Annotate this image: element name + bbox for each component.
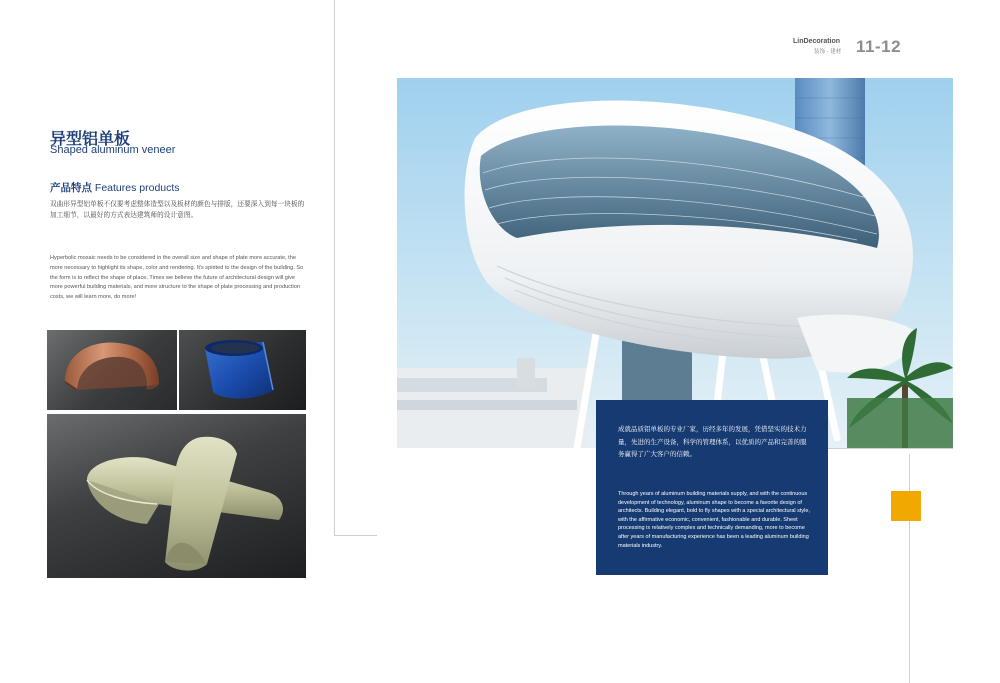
beige-cross-tube-shape [47, 414, 306, 578]
copper-half-pipe-photo [47, 330, 177, 410]
frame-line-right [909, 454, 910, 683]
frame-line-bottom [828, 448, 953, 449]
info-text-en: Through years of aluminum building materials supply, and with the continuous development of technology, aluminum shape to become a favorite design of architects. Building elegant, bold to fly shapes with a special architectural style, with the affirmative economic, convenient, fashionable and durable. Sheet processing is relatively complex and technically demanding, more to become after years of manufacturing experience has been a leading aluminum building materials industry. [618, 491, 810, 549]
features-heading-zh: 产品特点 [50, 182, 92, 194]
accent-square [891, 491, 921, 521]
features-body-zh: 双曲形异型铝单板不仅要考虑整体造型以及板材的颜色与排版，还要深入到每一块板的加工细节，以最好的方式表达建筑师的设计意图。 [50, 200, 305, 220]
features-body-en: Hyperbolic mosaic needs to be considered in the overall size and shape of plate more accurate, the more necessary to highlight its shape, color and rendering. It's spirited to the design of the building. So the form is to reflect the shape of place. Times we believe the future of architectural design will give more powerful building materials, and more structure to the shape of plate processing and production costs, we will learn more, do more! [50, 255, 304, 301]
info-text-zh: 成就品质铝单板的专业厂家，历经多年的发展，凭借坚实的技术力量，先进的生产设备，科学的管理体系，以优质的产品和完善的服务赢得了广大客户的信赖。 [618, 425, 807, 458]
copper-half-pipe-shape [47, 330, 177, 410]
brand-subtitle: 装饰 · 建材 [814, 49, 842, 55]
curved-building-illustration [397, 78, 953, 448]
spine-line [334, 0, 335, 535]
features-heading [50, 180, 180, 195]
product-title-zh: 异型铝单板 [50, 129, 131, 148]
product-title-en: Shaped aluminum veneer [50, 144, 176, 156]
curved-building-photo [397, 78, 953, 448]
features-heading-en: Features products [94, 182, 180, 194]
brand-name: LinDecoration [793, 38, 841, 45]
page-number: 11-12 [856, 37, 902, 56]
blue-curved-panel-photo [179, 330, 306, 410]
spine-foot-line [334, 535, 377, 536]
beige-cross-tube-photo [47, 414, 306, 578]
blue-curved-panel-shape [179, 330, 306, 410]
